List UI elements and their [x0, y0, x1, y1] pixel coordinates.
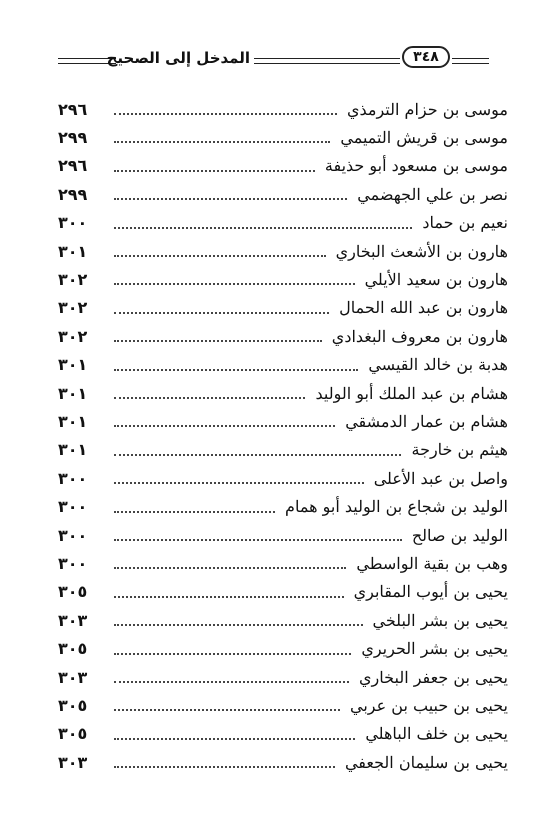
entry-page-number: ٣٠٢	[58, 326, 88, 346]
entry-name: هدبة بن خالد القيسي	[368, 355, 508, 375]
dot-leader	[114, 141, 330, 143]
index-entry	[58, 494, 508, 520]
header-rule-middle-top	[254, 58, 400, 59]
entry-page-number: ٣٠٢	[58, 298, 88, 318]
entry-name: هشام بن عمار الدمشقي	[345, 411, 508, 431]
dot-leader	[114, 425, 335, 427]
dot-leader	[114, 681, 349, 683]
entry-page-number: ٣٠٠	[58, 553, 88, 573]
entry-page-number: ٢٩٩	[58, 184, 88, 204]
index-entry	[58, 550, 508, 576]
index-entry	[58, 323, 508, 349]
entry-name: هشام بن عبد الملك أبو الوليد	[315, 383, 508, 403]
entry-name: يحيى بن أيوب المقابري	[353, 582, 508, 602]
dot-leader	[114, 482, 364, 484]
dot-leader	[114, 766, 335, 768]
entry-page-number: ٣٠٠	[58, 213, 88, 233]
index-entry	[58, 437, 508, 463]
dot-leader	[114, 539, 402, 541]
entry-page-number: ٣٠٥	[58, 724, 88, 744]
dot-leader	[114, 369, 358, 371]
entry-name: الوليد بن شجاع بن الوليد أبو همام	[285, 497, 508, 517]
entry-page-number: ٣٠٣	[58, 667, 88, 687]
dot-leader	[114, 653, 351, 655]
page-number-badge: ٣٤٨	[402, 46, 450, 68]
header-title: المدخل إلى الصحيح	[106, 49, 250, 67]
index-entry	[58, 579, 508, 605]
entry-name: موسى بن مسعود أبو حذيفة	[324, 156, 508, 176]
entry-name: يحيى بن خلف الباهلي	[365, 724, 508, 744]
entry-page-number: ٢٩٩	[58, 127, 88, 147]
dot-leader	[114, 283, 355, 285]
index-entry	[58, 664, 508, 690]
entry-page-number: ٣٠١	[58, 383, 88, 403]
entry-page-number: ٣٠٥	[58, 695, 88, 715]
entry-page-number: ٣٠٠	[58, 468, 88, 488]
index-entry	[58, 465, 508, 491]
dot-leader	[114, 113, 337, 115]
entry-name: هيثم بن خارجة	[411, 440, 508, 460]
entry-name: نعيم بن حماد	[422, 213, 508, 233]
entry-page-number: ٣٠٣	[58, 610, 88, 630]
dot-leader	[114, 255, 326, 257]
entry-name: يحيى بن بشر الحريري	[361, 639, 508, 659]
index-entry	[58, 238, 508, 264]
dot-leader	[114, 567, 346, 569]
dot-leader	[114, 312, 329, 314]
header-rule-right-bottom	[452, 63, 489, 64]
index-entry	[58, 692, 508, 718]
entry-page-number: ٣٠٢	[58, 269, 88, 289]
index-entry	[58, 124, 508, 150]
index-entry	[58, 266, 508, 292]
entry-page-number: ٢٩٦	[58, 99, 88, 119]
dot-leader	[114, 738, 355, 740]
index-entry	[58, 522, 508, 548]
entry-page-number: ٣٠٠	[58, 525, 88, 545]
entry-name: الوليد بن صالح	[411, 525, 508, 545]
dot-leader	[114, 198, 347, 200]
dot-leader	[114, 397, 305, 399]
dot-leader	[114, 227, 412, 229]
entry-page-number: ٢٩٦	[58, 156, 88, 176]
entry-page-number: ٣٠١	[58, 411, 88, 431]
entry-page-number: ٣٠١	[58, 440, 88, 460]
entry-name: يحيى بن جعفر البخاري	[359, 667, 508, 687]
entry-page-number: ٣٠١	[58, 355, 88, 375]
dot-leader	[114, 709, 340, 711]
index-entry	[58, 96, 508, 122]
index-entry	[58, 607, 508, 633]
entry-page-number: ٣٠١	[58, 241, 88, 261]
entry-name: يحيى بن بشر البلخي	[372, 610, 508, 630]
index-entry	[58, 721, 508, 747]
entry-name: يحيى بن سليمان الجعفي	[344, 752, 508, 772]
entry-name: موسى بن حزام الترمذي	[346, 99, 508, 119]
entry-name: وهب بن بقية الواسطي	[356, 553, 508, 573]
entry-name: يحيى بن حبيب بن عربي	[350, 695, 508, 715]
entry-name: هارون بن الأشعث البخاري	[335, 241, 508, 261]
dot-leader	[114, 624, 363, 626]
header-rule-middle-bottom	[254, 63, 400, 64]
entry-name: هارون بن عبد الله الحمال	[339, 298, 508, 318]
index-entry	[58, 749, 508, 775]
index-entry	[58, 210, 508, 236]
entry-page-number: ٣٠٥	[58, 639, 88, 659]
entry-name: نصر بن علي الجهضمي	[357, 184, 508, 204]
index-entry	[58, 153, 508, 179]
index-entry	[58, 408, 508, 434]
dot-leader	[114, 170, 315, 172]
entry-page-number: ٣٠٥	[58, 582, 88, 602]
entry-page-number: ٣٠٣	[58, 752, 88, 772]
index-entry	[58, 295, 508, 321]
dot-leader	[114, 596, 344, 598]
entry-name: هارون بن سعيد الأيلي	[364, 269, 508, 289]
header-rule-right-top	[452, 58, 489, 59]
index-entry	[58, 181, 508, 207]
dot-leader	[114, 340, 322, 342]
index-entry	[58, 380, 508, 406]
entry-name: واصل بن عبد الأعلى	[373, 468, 508, 488]
running-header	[0, 0, 547, 80]
entry-name: هارون بن معروف البغدادي	[331, 326, 508, 346]
entry-name: موسى بن قريش التميمي	[340, 127, 508, 147]
dot-leader	[114, 454, 401, 456]
entry-page-number: ٣٠٠	[58, 497, 88, 517]
dot-leader	[114, 511, 275, 513]
index-entry	[58, 636, 508, 662]
index-entry	[58, 352, 508, 378]
